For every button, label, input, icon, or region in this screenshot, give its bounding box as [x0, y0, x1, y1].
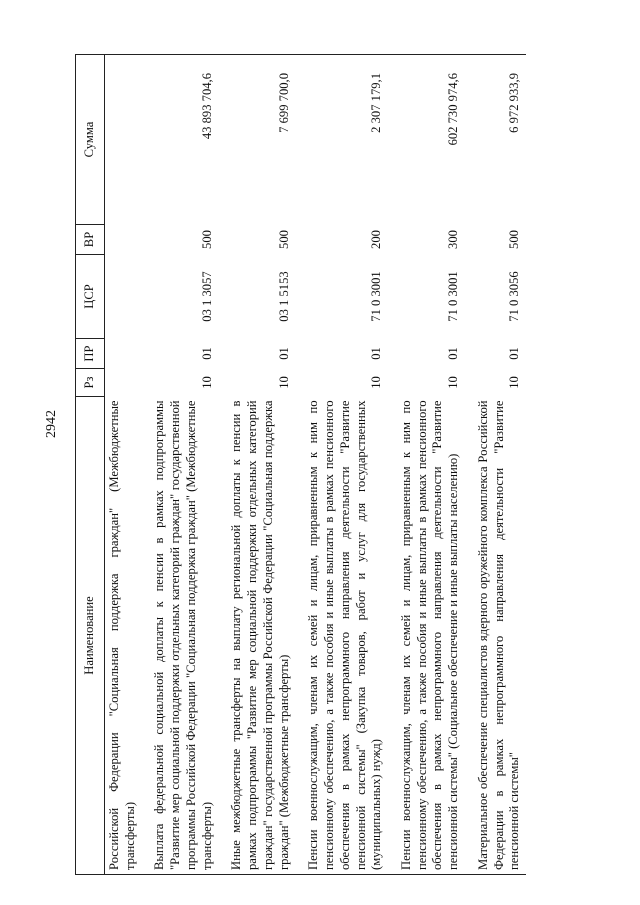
table-body: [105, 55, 527, 875]
row-name: Материальное обеспечение специалистов ядерного оружейного комплекса Российской Федерации в рамках непрограммного направления деятельности "Развитие пенсионной системы": [473, 397, 526, 875]
row-vr: 300: [446, 230, 461, 249]
row-csr: 71 0 3001: [446, 271, 461, 322]
row-vr: 500: [276, 230, 291, 249]
row-spacer: [218, 55, 226, 875]
row-pr: 01: [369, 347, 384, 360]
row-sum: 602 730 974,6: [396, 55, 465, 225]
row-rz: 10: [199, 376, 214, 389]
table-row: [473, 55, 526, 875]
header-csr: ЦСР: [76, 255, 105, 339]
row-spacer: [141, 55, 149, 875]
row-rz: 10: [369, 376, 384, 389]
row-name: Пенсии военнослужащим, членам их семей и лицам, приравненным к ним по пенсионному обеспечению, а также пособия и иные выплаты в рамках пенсионного обеспечения в рамках непрограммного направления деятельности "Развитие пенсионной системы" (Закупка товаров, работ и услуг для государственных (муниципальных) нужд): [303, 397, 388, 875]
row-csr: [105, 255, 142, 339]
row-name: Российской Федерации "Социальная поддержка граждан" (Межбюджетные трансферты): [105, 397, 142, 875]
row-pr: 01: [276, 347, 291, 360]
row-sum: [105, 55, 142, 225]
table-row: [396, 55, 465, 875]
row-sum: 7 699 700,0: [226, 55, 295, 225]
row-vr: [105, 225, 142, 255]
header-name: Наименование: [76, 397, 105, 875]
row-csr: 03 1 3057: [199, 271, 214, 322]
header-rz: Рз: [76, 369, 105, 397]
row-spacer: [465, 55, 473, 875]
row-vr: 200: [369, 230, 384, 249]
row-rz: 10: [446, 376, 461, 389]
table-row: [105, 55, 142, 875]
budget-table-container: [75, 55, 610, 875]
row-name: Иные межбюджетные трансферты на выплату региональной доплаты к пенсии в рамках подпрограммы "Развитие мер социальной поддержки отдельных категорий граждан" государственной программы Российской Федерации "Социальная поддержка граждан" (Межбюджетные трансферты): [226, 397, 295, 875]
row-vr: 500: [199, 230, 214, 249]
row-spacer: [388, 55, 396, 875]
budget-table: [75, 54, 526, 875]
table-row: [226, 55, 295, 875]
header-pr: ПР: [76, 339, 105, 369]
row-csr: 71 0 3056: [507, 271, 522, 322]
row-rz: 10: [276, 376, 291, 389]
page-number: 2942: [44, 410, 59, 438]
row-csr: 71 0 3001: [369, 271, 384, 322]
header-vr: ВР: [76, 225, 105, 255]
row-vr: 500: [507, 230, 522, 249]
header-sum: Сумма: [76, 55, 105, 225]
row-name: Пенсии военнослужащим, членам их семей и лицам, приравненным к ним по пенсионному обеспечению, а также пособия и иные выплаты в рамках пенсионного обеспечения в рамках непрограммного направления деятельности "Развитие пенсионной системы" (Социальное обеспечение и иные выплаты населению): [396, 397, 465, 875]
row-spacer: [295, 55, 303, 875]
row-sum: 43 893 704,6: [149, 55, 218, 225]
row-csr: 03 1 5153: [276, 271, 291, 322]
row-pr: 01: [199, 347, 214, 360]
row-pr: 01: [507, 347, 522, 360]
row-sum: 6 972 933,9: [473, 55, 526, 225]
row-name: Выплата федеральной социальной доплаты к пенсии в рамках подпрограммы "Развитие мер социальной поддержки отдельных категорий граждан" государственной программы Российской Федерации "Социальная поддержка граждан" (Межбюджетные трансферты): [149, 397, 218, 875]
table-row: [149, 55, 218, 875]
table-row: [303, 55, 388, 875]
row-sum: 2 307 179,1: [303, 55, 388, 225]
row-rz: [105, 369, 142, 397]
row-rz: 10: [507, 376, 522, 389]
table-header: [76, 55, 105, 875]
row-pr: [105, 339, 142, 369]
row-pr: 01: [446, 347, 461, 360]
